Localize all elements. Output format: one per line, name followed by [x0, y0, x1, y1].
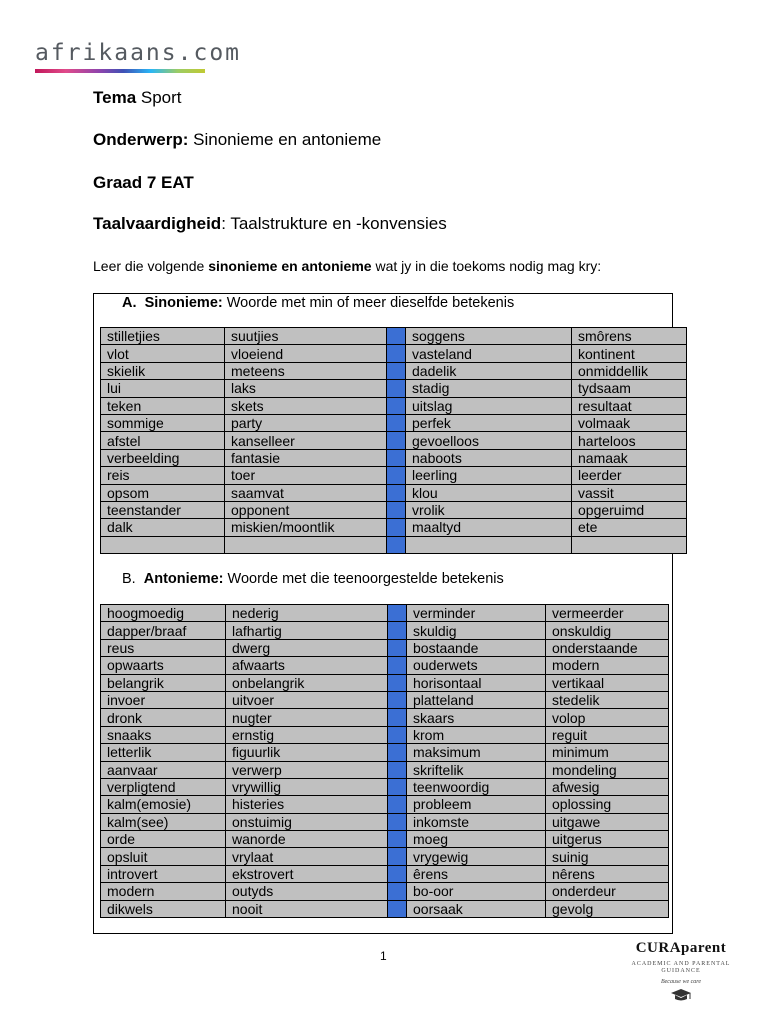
separator-cell [388, 796, 407, 813]
table-row [101, 883, 669, 900]
word-cell: vlot [101, 345, 225, 362]
table-row [101, 397, 687, 414]
separator-cell [387, 501, 406, 518]
logo-color-bar [35, 69, 205, 73]
table-row [101, 622, 669, 639]
word-cell: probleem [407, 796, 546, 813]
table-row [101, 900, 669, 917]
separator-cell [388, 761, 407, 778]
word-cell: belangrik [101, 674, 226, 691]
word-cell: minimum [546, 744, 669, 761]
word-cell: nugter [226, 709, 388, 726]
separator-cell [388, 622, 407, 639]
intro-text [93, 257, 601, 275]
table-row [101, 778, 669, 795]
word-cell: verwerp [226, 761, 388, 778]
word-cell: onderdeur [546, 883, 669, 900]
word-cell: aanvaar [101, 761, 226, 778]
word-cell: wanorde [226, 831, 388, 848]
word-cell: suutjies [225, 328, 387, 345]
word-cell: lafhartig [226, 622, 388, 639]
word-cell: lui [101, 380, 225, 397]
separator-cell [387, 432, 406, 449]
word-cell: skets [225, 397, 387, 414]
intro-bold: sinonieme en antonieme [208, 258, 372, 274]
word-cell: teenstander [101, 501, 225, 518]
word-cell: namaak [572, 449, 687, 466]
separator-cell [387, 397, 406, 414]
word-cell: miskien/moontlik [225, 519, 387, 536]
word-cell: bo-oor [407, 883, 546, 900]
word-cell: onskuldig [546, 622, 669, 639]
word-cell: modern [546, 657, 669, 674]
word-cell: uitvoer [226, 691, 388, 708]
word-cell: dwerg [226, 639, 388, 656]
word-cell: klou [406, 484, 572, 501]
separator-cell [388, 726, 407, 743]
word-cell: reus [101, 639, 226, 656]
word-cell: oorsaak [407, 900, 546, 917]
word-cell: orde [101, 831, 226, 848]
separator-cell [387, 536, 406, 553]
table-row [101, 484, 687, 501]
graad-line [93, 173, 194, 193]
table-row [101, 674, 669, 691]
word-cell: hoogmoedig [101, 605, 226, 622]
word-cell: dikwels [101, 900, 226, 917]
word-cell: letterlik [101, 744, 226, 761]
word-cell: teken [101, 397, 225, 414]
word-cell: opwaarts [101, 657, 226, 674]
table-row [101, 813, 669, 830]
word-cell: leerder [572, 467, 687, 484]
word-cell: verminder [407, 605, 546, 622]
word-cell: kontinent [572, 345, 687, 362]
separator-cell [387, 345, 406, 362]
separator-cell [387, 449, 406, 466]
word-cell: outyds [226, 883, 388, 900]
word-cell: kanselleer [225, 432, 387, 449]
word-cell: gevolg [546, 900, 669, 917]
word-cell: opsom [101, 484, 225, 501]
antonieme-description: Woorde met die teenoorgestelde betekenis [227, 571, 504, 587]
word-cell: introvert [101, 865, 226, 882]
graduation-cap-icon [626, 988, 736, 1007]
word-cell: onstuimig [226, 813, 388, 830]
table-row [101, 362, 687, 379]
word-cell: vasteland [406, 345, 572, 362]
word-cell: vertikaal [546, 674, 669, 691]
separator-cell [387, 414, 406, 431]
word-cell: maksimum [407, 744, 546, 761]
word-cell: harteloos [572, 432, 687, 449]
word-cell: dalk [101, 519, 225, 536]
intro-after: wat jy in die toekoms nodig mag kry: [371, 258, 602, 274]
table-row [101, 380, 687, 397]
separator-cell [388, 657, 407, 674]
separator-cell [388, 709, 407, 726]
intro-before: Leer die volgende [93, 258, 209, 274]
table-row [101, 848, 669, 865]
word-cell: vrygewig [407, 848, 546, 865]
word-cell: stadig [406, 380, 572, 397]
word-cell: modern [101, 883, 226, 900]
word-cell: volop [546, 709, 669, 726]
separator-cell [388, 674, 407, 691]
sinonieme-title: Sinonieme: [144, 295, 223, 311]
word-cell: verbeelding [101, 449, 225, 466]
table-row [101, 761, 669, 778]
table-row [101, 639, 669, 656]
word-cell: moeg [407, 831, 546, 848]
word-cell: volmaak [572, 414, 687, 431]
word-cell: dadelik [406, 362, 572, 379]
word-cell: soggens [406, 328, 572, 345]
word-cell: stilletjies [101, 328, 225, 345]
separator-cell [388, 605, 407, 622]
word-cell: vrywillig [226, 778, 388, 795]
word-cell: dapper/braaf [101, 622, 226, 639]
word-cell: opponent [225, 501, 387, 518]
word-cell: ernstig [226, 726, 388, 743]
separator-cell [388, 831, 407, 848]
word-cell: party [225, 414, 387, 431]
word-cell: skriftelik [407, 761, 546, 778]
table-row [101, 796, 669, 813]
word-cell: nederig [226, 605, 388, 622]
word-cell: uitslag [406, 397, 572, 414]
table-row [101, 536, 687, 553]
word-cell: vrolik [406, 501, 572, 518]
word-cell: fantasie [225, 449, 387, 466]
separator-cell [387, 362, 406, 379]
taalvaardigheid-label: Taalvaardigheid [93, 214, 222, 233]
word-cell: smôrens [572, 328, 687, 345]
page-number: 1 [380, 949, 387, 963]
word-cell: tydsaam [572, 380, 687, 397]
word-cell: sommige [101, 414, 225, 431]
word-cell: opgeruimd [572, 501, 687, 518]
taalvaardigheid-value: : Taalstrukture en -konvensies [221, 214, 447, 233]
word-cell [572, 536, 687, 553]
separator-cell [388, 691, 407, 708]
separator-cell [388, 744, 407, 761]
tema-line [93, 88, 182, 108]
table-row [101, 467, 687, 484]
word-cell: ouderwets [407, 657, 546, 674]
word-cell: vassit [572, 484, 687, 501]
word-cell: krom [407, 726, 546, 743]
word-cell: laks [225, 380, 387, 397]
word-cell: horisontaal [407, 674, 546, 691]
word-cell: nêrens [546, 865, 669, 882]
table-row [101, 709, 669, 726]
separator-cell [388, 778, 407, 795]
separator-cell [387, 519, 406, 536]
word-cell: perfek [406, 414, 572, 431]
onderwerp-line [93, 130, 381, 150]
word-cell: meteens [225, 362, 387, 379]
separator-cell [388, 639, 407, 656]
onderwerp-value: Sinonieme en antonieme [193, 130, 382, 149]
logo-text: afrikaans.com [35, 40, 242, 66]
word-cell: skuldig [407, 622, 546, 639]
onderwerp-label: Onderwerp: [93, 130, 189, 149]
word-cell: onderstaande [546, 639, 669, 656]
word-cell: dronk [101, 709, 226, 726]
table-row [101, 657, 669, 674]
separator-cell [388, 865, 407, 882]
word-cell: leerling [406, 467, 572, 484]
word-cell: onmiddellik [572, 362, 687, 379]
word-cell: skielik [101, 362, 225, 379]
curaparent-name: CURAparent [635, 940, 727, 956]
word-cell: figuurlik [226, 744, 388, 761]
word-cell: saamvat [225, 484, 387, 501]
table-row [101, 726, 669, 743]
word-cell: mondeling [546, 761, 669, 778]
antonieme-letter: B. [122, 571, 136, 587]
word-cell: verpligtend [101, 778, 226, 795]
word-list-box [93, 293, 673, 934]
separator-cell [388, 813, 407, 830]
table-row [101, 449, 687, 466]
curaparent-tagline: Because we care [660, 979, 702, 985]
table-row [101, 605, 669, 622]
word-cell: uitgawe [546, 813, 669, 830]
table-row [101, 519, 687, 536]
word-cell: vloeiend [225, 345, 387, 362]
word-cell: afstel [101, 432, 225, 449]
word-cell: êrens [407, 865, 546, 882]
antonieme-heading [122, 570, 504, 588]
word-cell: resultaat [572, 397, 687, 414]
antonieme-table [100, 604, 669, 918]
table-row [101, 414, 687, 431]
table-row [101, 328, 687, 345]
word-cell: gevoelloos [406, 432, 572, 449]
sinonieme-letter: A. [122, 295, 137, 311]
separator-cell [387, 328, 406, 345]
afrikaans-logo [35, 40, 241, 73]
word-cell: stedelik [546, 691, 669, 708]
word-cell: suinig [546, 848, 669, 865]
word-cell: afwesig [546, 778, 669, 795]
word-cell: vrylaat [226, 848, 388, 865]
separator-cell [387, 380, 406, 397]
word-cell: ekstrovert [226, 865, 388, 882]
word-cell: teenwoordig [407, 778, 546, 795]
separator-cell [387, 484, 406, 501]
tema-value: Sport [140, 88, 182, 107]
word-cell: ete [572, 519, 687, 536]
table-row [101, 501, 687, 518]
word-cell [406, 536, 572, 553]
word-cell: uitgerus [546, 831, 669, 848]
table-row [101, 744, 669, 761]
word-cell: bostaande [407, 639, 546, 656]
word-cell [101, 536, 225, 553]
word-cell [225, 536, 387, 553]
antonieme-title: Antonieme: [143, 571, 224, 587]
word-cell: reis [101, 467, 225, 484]
word-cell: snaaks [101, 726, 226, 743]
curaparent-subtitle: ACADEMIC AND PARENTAL GUIDANCE [631, 961, 731, 974]
sinonieme-table [100, 327, 687, 554]
taalvaardigheid-line [93, 214, 447, 234]
sinonieme-heading [122, 294, 514, 312]
word-cell: histeries [226, 796, 388, 813]
sinonieme-description: Woorde met min of meer dieselfde betekenis [226, 295, 515, 311]
word-cell: onbelangrik [226, 674, 388, 691]
table-row [101, 865, 669, 882]
word-cell: skaars [407, 709, 546, 726]
table-row [101, 691, 669, 708]
word-cell: toer [225, 467, 387, 484]
word-cell: kalm(see) [101, 813, 226, 830]
word-cell: kalm(emosie) [101, 796, 226, 813]
word-cell: afwaarts [226, 657, 388, 674]
word-cell: nooit [226, 900, 388, 917]
word-cell: invoer [101, 691, 226, 708]
separator-cell [388, 883, 407, 900]
separator-cell [388, 848, 407, 865]
word-cell: maaltyd [406, 519, 572, 536]
tema-label: Tema [93, 88, 137, 107]
word-cell: reguit [546, 726, 669, 743]
table-row [101, 831, 669, 848]
table-row [101, 432, 687, 449]
word-cell: vermeerder [546, 605, 669, 622]
word-cell: opsluit [101, 848, 226, 865]
separator-cell [388, 900, 407, 917]
curaparent-logo [626, 940, 736, 1007]
word-cell: inkomste [407, 813, 546, 830]
word-cell: oplossing [546, 796, 669, 813]
separator-cell [387, 467, 406, 484]
word-cell: platteland [407, 691, 546, 708]
table-row [101, 345, 687, 362]
graad-label: Graad 7 EAT [93, 173, 194, 192]
word-cell: naboots [406, 449, 572, 466]
